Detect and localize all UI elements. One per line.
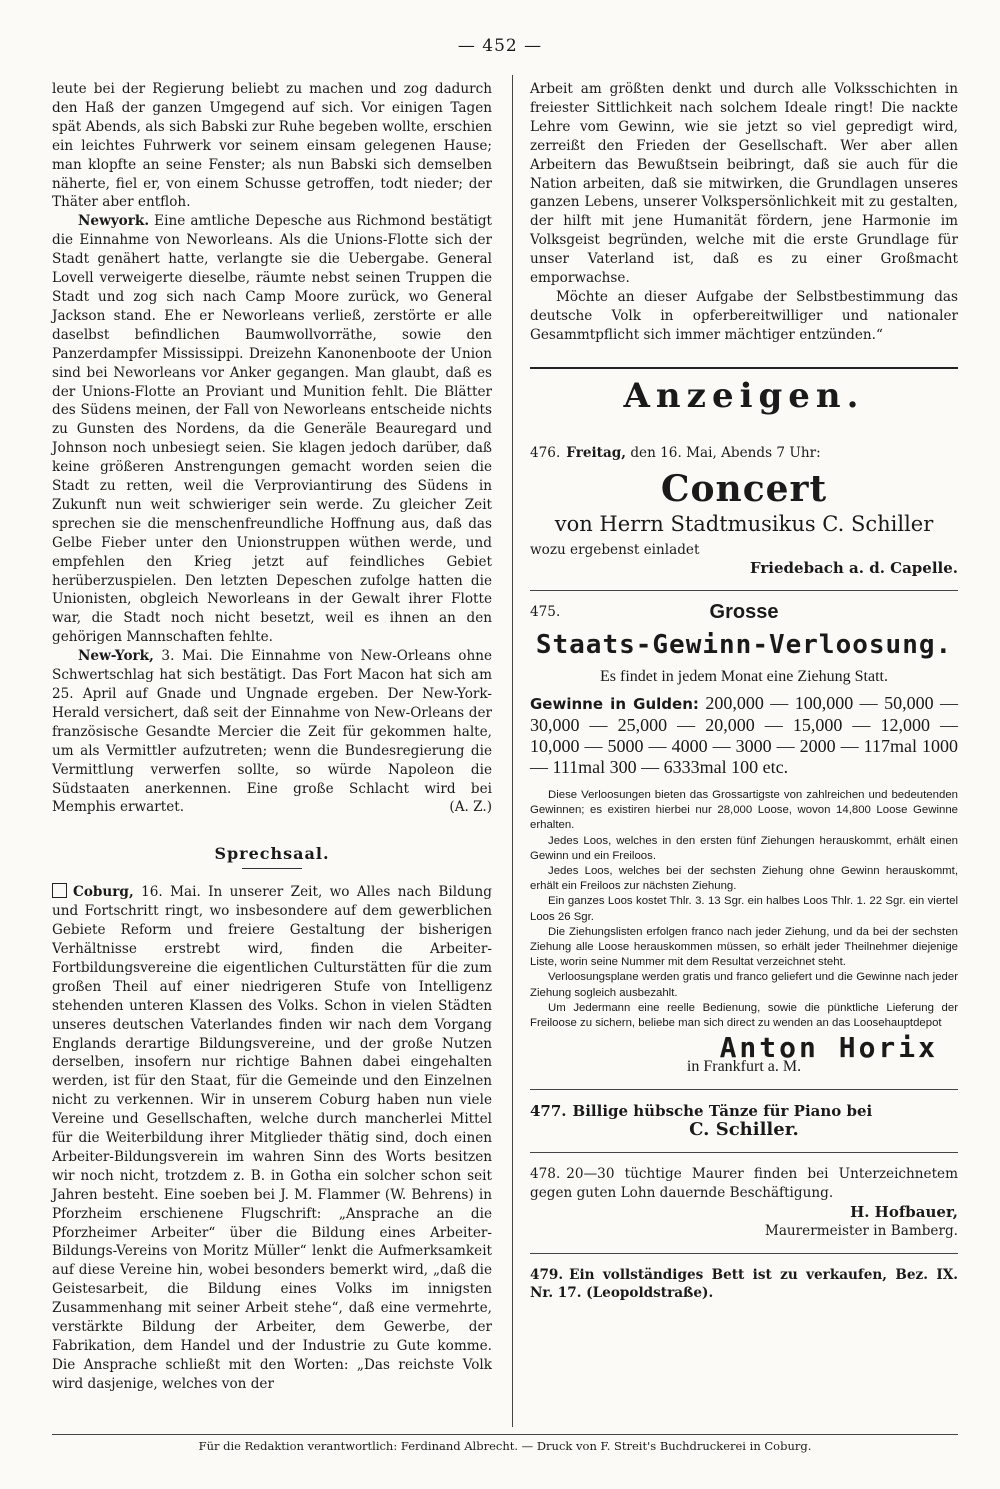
dateline: Newyork. [78,213,150,230]
page-number: — 452 — [457,36,543,56]
ad-kicker: Grosse [709,601,779,624]
article-text: Eine amtliche Depesche aus Richmond bestätigt die Einnahme von Neworleans. Als die Unions-Flotte sich der Stadt genähert hatte, verlangte sie die Uebergabe. General Lovell verweigerte dieselbe, räumte nebst seinen Truppen die Stadt und zog sich nach Camp Moore zurück, wo General Jackson stand. Ehe er Neworleans verließ, zerstörte er alle daselbst befindlichen Baumwollvorräthe, sowie den Panzerdampfer Mississippi. Dreizehn Kanonenboote der Union sind bei Neworleans vor Anker gegangen. Man glaubt, daß es der Unions-Flotte an Proviant und Munition fehlt. Die Blätter des Südens meinen, der Fall von Neworleans entscheide nichts zu Gunsten des Nordens, da die Generäle Beauregard und Johnson noch unbesiegt seien. Sie klagen jedoch darüber, daß keine größeren Anstrengungen gemacht worden seien die Stadt zu retten, weil die Verproviantirung des Südens in Zukunft nun weit schwieriger sein werde. Zu gleicher Zeit sprechen sie die menschenfreundliche Hoffnung aus, daß das Gelbe Fieber unter den Unionstruppen wüthen werde, und empfehlen den Krieg jetzt auf feindliches Gebiet herüberzuspielen. Den letzten Depeschen zufolge hatten die Unionisten, obgleich Neworleans in der Gewalt ihrer Flotte war, die Stadt noch nicht besetzt, weil es ihnen an den gehörigen Mannschaften fehlte. [52,213,492,646]
ad-475 [530,603,958,1077]
ad-subtitle: von Herrn Stadtmusikus C. Schiller [554,511,934,536]
prize-list [530,693,958,778]
prize-values: 200,000 — 100,000 — 50,000 — 30,000 — 25,000 — 20,000 — 15,000 — 12,000 — 10,000 — 5000 — 4000 — 3000 — 2000 — 117mal 1000 — 111mal 300 — 6333mal 100 etc. [530,693,958,778]
ad-agent-city: in Frankfurt a. M. [686,1058,802,1076]
article-paragraph: Möchte an dieser Aufgabe der Selbstbestimmung das deutsche Volk in opferbereitwilliger und nationaler Gesammtpflicht sich immer mächtiger entzünden.“ [530,288,958,343]
column-divider [512,75,513,1427]
ad-title: Staats-Gewinn-Verloosung. [535,630,953,661]
article-paragraph: Arbeit am größten denkt und durch alle Volksschichten in freiester Sittlichkeit nach solchem Ideale ringt! Die nackte Lehre vom Gewinn, wie sie jetzt so viel gepredigt wird, zerreißt den Frieden der Gesellschaft. Wer aber allen Arbeitern das Bewußtsein beibringt, daß sie auch für die Nation arbeiten, daß sie mitwirken, die Grundlagen unseres ganzen Lebens, unserer Volkspersönlichkeit mit zu gestalten, der hilft mit jene Humanität fördern, jene Harmonie im Volksgeist begründen, welche mit die erste Grundlage für unser Vaterland ist, daß es zu einer Großmacht emporwachse. [530,81,958,287]
left-column [52,80,492,1394]
right-column [530,80,958,1303]
ad-day: Freitag, [566,444,626,461]
ads-heading: Anzeigen. [623,375,865,416]
article-text: 16. Mai. In unserer Zeit, wo Alles nach Bildung und Fortschritt ringt, wo insbesondere auf dem gewerblichen Gebiete Reform und freiere Gestaltung der bisherigen Verhältnisse erstrebt wird, finden die Arbeiter-Fortbildungsvereine die eigentlichen Culturstätten für die zum großen Theil auf einer niedrigeren Stufe von Intelligenz stehenden unteren Klassen des Volks. Schon in vielen Städten unseres deutschen Vaterlandes finden wir nach dem Vorgang Englands derartige Bildungsvereine, und der große Nutzen derselben, insofern nur richtige Bahnen dabei eingehalten werden, ist für den Staat, für die Gemeinde und den Einzelnen nicht zu verkennen. Wir in unserem Coburg haben nun viele Vereine und Gesellschaften, welche durch mancherlei Mittel für die Weiterbildung ihrer Mitglieder thätig sind, doch einen Arbeiter-Bildungsverein im wahren Sinn des Worts besitzen wir noch nicht, trotzdem z. B. in Gotha ein solcher schon seit Jahren besteht. Eine soeben bei J. M. Flammer (W. Behrens) in Pforzheim erschienene Flugschrift: „Ansprache an die Pforzheimer Arbeiter“ über die Bildung eines Arbeiter-Bildungs-Vereins von Moritz Müller“ lenkt die Aufmerksamkeit auf diese Vereine hin, wobei besonders bemerkt wird, „daß die Geistesarbeit, die Bildung eines Volks im innigsten Zusammenhang mit seiner Arbeit stehe“, daß eine vermehrte, verstärkte Bildung der Arbeiter, dem Gewerbe, der Fabrikation, dem Handel und der Industrie zu Gute komme. Die Ansprache schließt mit den Worten: „Das reichste Volk wird dasjenige, welches von der [52,884,492,1392]
section-divider [530,367,958,369]
checkbox-icon [52,883,67,898]
ad-text: wozu ergebenst einladet [530,541,700,558]
ad-signature: H. Hofbauer, [850,1202,958,1221]
ad-476 [530,444,958,579]
ad-number: 479. [530,1266,564,1283]
article-text: 3. Mai. Die Einnahme von New-Orleans ohne Schwertschlag hat sich bestätigt. Das Fort Macon hat sich am 25. April auf Gnade und Ungnade ergeben. Der New-York-Herald versichert, daß seit der Einnahme von New-Orleans der französische Gesandte Mercier die Zeit für gekommen halte, um als Vermittler aufzutreten; wenn die Bundesregierung die Vermittlung verwerfen sollte, so würde Napoleon die Südstaaten anerkennen. Eine große Schlacht wird bei Memphis erwartet. [52,648,492,816]
ad-divider [530,1253,958,1254]
lottery-paragraph: Um Jedermann eine reelle Bedienung, sowie die pünktliche Lieferung der Freiloose zu sichern, beliebe man sich direct zu wenden an das Loosehauptdepot [530,1001,958,1030]
dateline: New-York, [78,648,154,665]
lottery-paragraph: Jedes Loos, welches in den ersten fünf Ziehungen herauskommt, erhält einen Gewinn und ein Freiloos. [530,834,958,862]
ad-text: Ein vollständiges Bett ist zu verkaufen, Bez. IX. Nr. 17. (Leopoldstraße). [530,1266,958,1302]
ad-agent: Anton Horix [719,1031,938,1065]
article-paragraph: leute bei der Regierung beliebt zu machen und zog dadurch den Haß der ganzen Umgegend auf sich. Vor einigen Tagen spät Abends, als sich Babski zur Ruhe begeben wollte, erschien ein leichtes Fuhrwerk vor seinem einsam gelegenen Hause; man klopfte an seine Fenster; als nun Babski sich demselben näherte, fiel er, von einem Schusse getroffen, todt nieder; der Thäter aber entfloh. [52,81,492,211]
imprint-footer: Für die Redaktion verantwortlich: Ferdinand Albrecht. — Druck von F. Streit's Buchdruckerei in Coburg. [52,1434,958,1453]
heading-rule [242,868,302,869]
ad-subtitle: Es findet in jedem Monat eine Ziehung Statt. [600,668,888,686]
ad-number: 478. [530,1165,561,1182]
article-coburg [52,883,492,1393]
dateline: Coburg, [73,884,134,901]
ad-divider [530,1152,958,1153]
lottery-paragraph: Jedes Loos, welches bei der sechsten Ziehung ohne Gewinn herauskommt, erhält ein Freiloos zur nächsten Ziehung. [530,865,958,893]
ad-text: Billige hübsche Tänze für Piano bei [572,1102,873,1121]
lottery-paragraph: Verloosungsplane werden gratis und franco geliefert und die Gewinne nach jeder Ziehung sogleich ausbezahlt. [530,971,958,999]
ad-number: 476. [530,444,561,461]
lottery-terms [530,788,958,1031]
ad-divider [530,1089,958,1090]
ad-478 [530,1165,958,1241]
lottery-paragraph: Ein ganzes Loos kostet Thlr. 3. 13 Sgr. ein halbes Loos Thlr. 1. 22 Sgr. ein viertel Loos 26 Sgr. [530,895,958,923]
ad-479 [530,1266,958,1304]
lottery-paragraph: Die Ziehungslisten erfolgen franco nach jeder Ziehung, und da bei der sechsten Ziehung alle Loose herauskommen müssen, so erhält jeder Theilnehmer diejenige Liste, worin seine Nummer mit dem Resultat verzeichnet steht. [530,925,958,969]
ad-signature: Friedebach a. d. Capelle. [750,559,958,578]
article-new-york [52,647,492,817]
ad-number: 475. [530,604,561,621]
ad-title: Concert [660,467,828,510]
source-note: (A. Z.) [449,799,492,816]
ad-divider [530,590,958,591]
ad-signature-role: Maurermeister in Bamberg. [764,1222,958,1239]
ad-signature: C. Schiller. [689,1119,799,1140]
ad-number: 477. [530,1102,567,1121]
ad-time: den 16. Mai, Abends 7 Uhr: [626,444,821,461]
section-heading: Sprechsaal. [214,844,330,864]
ad-477 [530,1102,958,1140]
ad-text: 20—30 tüchtige Maurer finden bei Unterzeichnetem gegen guten Lohn dauernde Beschäftigung. [530,1165,958,1201]
lottery-paragraph: Diese Verloosungen bieten das Grossartigste von zahlreichen und bedeutenden Gewinnen; es existiren hierbei nur 28,000 Loose, wovon 14,800 Loose Gewinne erhalten. [530,789,958,832]
prize-heading: Gewinne in Gulden: [530,695,699,714]
article-newyork [52,212,492,647]
